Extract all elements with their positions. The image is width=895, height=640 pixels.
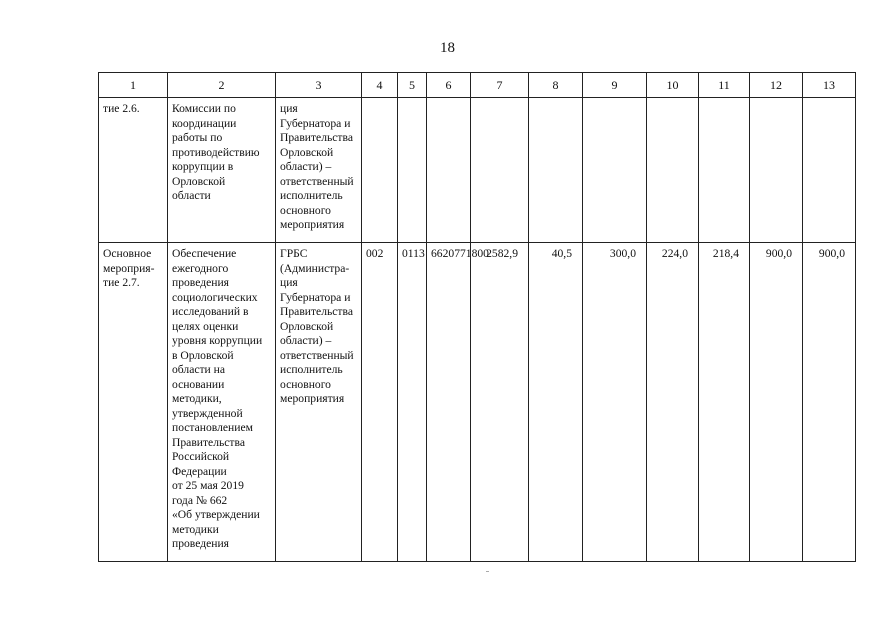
page-number: 18 xyxy=(440,40,455,56)
amount-cell: 300,0 xyxy=(609,247,636,260)
text-line: Орловской xyxy=(172,174,226,188)
amount-cell xyxy=(471,98,528,102)
text-line: ежегодного xyxy=(172,261,229,275)
text-line: исполнитель xyxy=(280,189,343,202)
header-cell: 2 xyxy=(168,73,276,98)
amount-cell: 218,4 xyxy=(712,247,739,260)
text-line: Правительства xyxy=(172,435,245,449)
text-line: ция xyxy=(280,102,298,115)
header-cell: 10 xyxy=(647,73,699,98)
text-line: проведения xyxy=(172,537,229,550)
text-line: Губернатора и xyxy=(280,116,351,130)
text-line: 71800 xyxy=(459,247,489,260)
amount-cell xyxy=(529,98,582,102)
section-code xyxy=(398,98,426,102)
header-cell: 5 xyxy=(398,73,427,98)
text-line: Орловской xyxy=(280,319,334,333)
text-line: мероприятия xyxy=(280,392,345,405)
text-line: 66207 xyxy=(431,247,460,260)
text-line: 011 xyxy=(402,247,419,260)
text-line: социологических xyxy=(172,290,258,304)
text-line: мероприятия xyxy=(280,218,345,231)
text-line: ция xyxy=(280,276,298,289)
header-cell: 9 xyxy=(583,73,647,98)
text-line: методики, xyxy=(172,392,222,405)
responsible-executor xyxy=(276,243,361,407)
text-line: коррупции в xyxy=(172,160,234,173)
text-line: Основное xyxy=(103,247,152,260)
event-description xyxy=(168,98,275,204)
amount-cell: 2582,9 xyxy=(486,247,518,260)
header-cell: 1 xyxy=(99,73,168,98)
text-line: координации xyxy=(172,116,237,130)
text-line: Губернатора и xyxy=(280,290,351,304)
text-line: области) – xyxy=(280,334,332,347)
text-line: Российской xyxy=(172,450,230,463)
header-cell: 11 xyxy=(699,73,750,98)
amount-cell: 224,0 xyxy=(661,247,688,260)
header-cell: 6 xyxy=(427,73,471,98)
text-line: (Администра- xyxy=(280,261,350,275)
text-line: основного xyxy=(280,377,331,391)
text-line: мероприя- xyxy=(103,261,155,275)
text-line: тие 2.6. xyxy=(103,102,140,115)
header-cell: 12 xyxy=(750,73,803,98)
text-line: уровня коррупции xyxy=(172,334,263,347)
text-line: «Об утверждении xyxy=(172,508,260,521)
amount-cell xyxy=(647,98,698,102)
header-cell: 8 xyxy=(529,73,583,98)
text-line: тие 2.7. xyxy=(103,276,140,289)
text-line: методики xyxy=(172,522,219,536)
target-article-code xyxy=(427,98,470,102)
text-line: в Орловской xyxy=(172,348,234,362)
text-line: Федерации xyxy=(172,464,227,478)
text-line: утвержденной xyxy=(172,406,243,420)
event-label xyxy=(99,98,167,117)
budget-table xyxy=(98,72,856,562)
text-line: Комиссии по xyxy=(172,102,236,115)
amount-cell: 40,5 xyxy=(551,247,572,260)
responsible-executor xyxy=(276,98,361,233)
scan-artifact xyxy=(486,571,489,572)
event-label xyxy=(99,243,167,291)
text-line: исполнитель xyxy=(280,363,343,376)
event-description xyxy=(168,243,275,552)
amount-cell: 900,0 xyxy=(765,247,792,260)
text-line: Орловской xyxy=(280,145,334,159)
text-line: проведения xyxy=(172,276,229,289)
amount-cell xyxy=(699,98,749,102)
section-code xyxy=(398,243,426,262)
grbs-code xyxy=(362,243,397,262)
text-line: основании xyxy=(172,377,225,391)
text-line: области xyxy=(172,189,211,202)
text-line: года № 662 xyxy=(172,493,228,507)
text-line: исследований в xyxy=(172,305,249,318)
text-line: целях оценки xyxy=(172,319,239,333)
target-article-code xyxy=(427,243,489,262)
text-line: Обеспечение xyxy=(172,247,237,260)
text-line: Правительства xyxy=(280,305,353,318)
amount-cell: 900,0 xyxy=(818,247,845,260)
text-line: основного xyxy=(280,203,331,217)
text-line: от 25 мая 2019 xyxy=(172,479,244,492)
header-cell: 4 xyxy=(362,73,398,98)
header-cell: 3 xyxy=(276,73,362,98)
text-line: области) – xyxy=(280,160,332,173)
text-line: 3 xyxy=(418,247,425,260)
text-line: ГРБС xyxy=(280,247,308,260)
table-row xyxy=(99,98,856,243)
text-line: постановлением xyxy=(172,421,253,434)
header-cell: 13 xyxy=(803,73,856,98)
text-line: 002 xyxy=(366,247,384,260)
text-line: Правительства xyxy=(280,131,353,144)
text-line: работы по xyxy=(172,131,223,144)
header-row xyxy=(99,73,856,98)
text-line: ответственный xyxy=(280,348,354,362)
amount-cell xyxy=(803,98,855,102)
grbs-code xyxy=(362,98,397,102)
table-row xyxy=(99,243,856,562)
header-cell: 7 xyxy=(471,73,529,98)
text-line: области на xyxy=(172,363,226,376)
text-line: противодействию xyxy=(172,145,260,159)
amount-cell xyxy=(750,98,802,102)
amount-cell xyxy=(583,98,646,102)
text-line: ответственный xyxy=(280,174,354,188)
